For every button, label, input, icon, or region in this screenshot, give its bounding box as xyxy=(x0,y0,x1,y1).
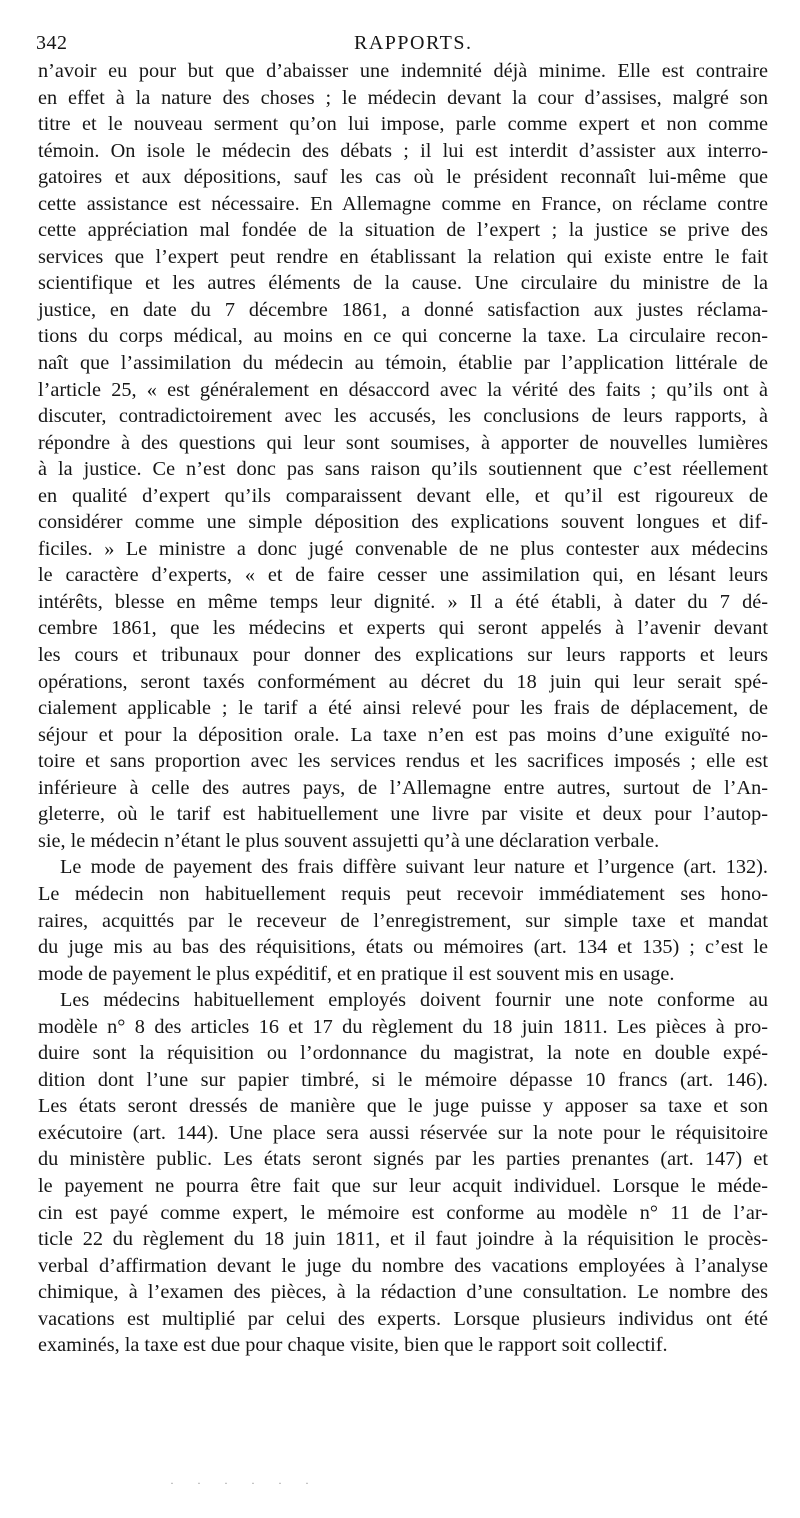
text-line: tions du corps médical, au moins en ce qui concerne la taxe. La circulaire recon- xyxy=(38,325,768,348)
paragraph xyxy=(38,987,768,1359)
text-line: séjour et pour la déposition orale. La taxe n’en est pas moins d’une exiguïté no- xyxy=(38,723,768,746)
page-number: 342 xyxy=(36,32,68,54)
text-line: opérations, seront taxés conformément au décret du 18 juin qui leur serait spé- xyxy=(38,670,768,693)
text-line: à la justice. Ce n’est donc pas sans raison qu’ils soutiennent que c’est réellement xyxy=(38,458,768,481)
body-text xyxy=(38,58,768,1359)
text-line: témoin. On isole le médecin des débats ; il lui est interdit d’assister aux interro- xyxy=(38,139,768,162)
text-line: raires, acquittés par le receveur de l’enregistrement, sur simple taxe et mandat xyxy=(38,909,768,932)
text-line: du ministère public. Les états seront signés par les parties prenantes (art. 147) et xyxy=(38,1148,768,1171)
text-line: dition dont l’une sur papier timbré, si le mémoire dépasse 10 francs (art. 146). xyxy=(38,1068,768,1091)
running-head xyxy=(36,26,772,56)
print-marks-decoration: · · · · · · xyxy=(170,1476,319,1490)
text-line: vacations est multiplié par celui des experts. Lorsque plusieurs individus ont été xyxy=(38,1307,768,1330)
text-line: exécutoire (art. 144). Une place sera aussi réservée sur la note pour le réquisitoire xyxy=(38,1121,768,1144)
text-line: services que l’expert peut rendre en établissant la relation qui existe entre le fait xyxy=(38,245,768,268)
text-line: en qualité d’expert qu’ils comparaissent devant elle, et qu’il est rigoureux de xyxy=(38,484,768,507)
paragraph xyxy=(38,58,768,854)
text-line: scientifique et les autres éléments de la cause. Une circulaire du ministre de la xyxy=(38,272,768,295)
running-title: RAPPORTS. xyxy=(354,32,473,54)
text-line: gleterre, où le tarif est habituellement une livre par visite et deux pour l’autop- xyxy=(38,803,768,826)
text-line: intérêts, blesse en même temps leur dignité. » Il a été établi, à dater du 7 dé- xyxy=(38,590,768,613)
text-line: cin est payé comme expert, le mémoire est conforme au modèle n° 11 de l’ar- xyxy=(38,1201,768,1224)
text-line: Les états seront dressés de manière que le juge puisse y apposer sa taxe et son xyxy=(38,1095,768,1118)
text-line: gatoires et aux dépositions, sauf les cas où le président reconnaît lui-même que xyxy=(38,166,768,189)
text-line: Le mode de payement des frais diffère suivant leur nature et l’urgence (art. 132). xyxy=(60,856,768,879)
text-line: discuter, contradictoirement avec les accusés, les conclusions de leurs rapports, à xyxy=(38,405,768,428)
text-line: du juge mis au bas des réquisitions, états ou mémoires (art. 134 et 135) ; c’est le xyxy=(38,936,768,959)
text-line: ficiles. » Le ministre a donc jugé convenable de ne plus contester aux médecins xyxy=(38,537,768,560)
text-line: cembre 1861, que les médecins et experts qui seront appelés à l’avenir devant xyxy=(38,617,768,640)
text-line: Le médecin non habituellement requis peut recevoir immédiatement ses hono- xyxy=(38,882,768,905)
text-line: les cours et tribunaux pour donner des explications sur leurs rapports et leurs xyxy=(38,644,768,667)
text-line: ticle 22 du règlement du 18 juin 1811, et il faut joindre à la réquisition le procès- xyxy=(38,1228,768,1251)
text-line: sie, le médecin n’étant le plus souvent assujetti qu’à une déclaration verbale. xyxy=(38,829,660,852)
text-line: cette assistance est nécessaire. En Allemagne comme en France, on réclame contre xyxy=(38,192,768,215)
text-line: n’avoir eu pour but que d’abaisser une indemnité déjà minime. Elle est contraire xyxy=(38,60,768,82)
text-line: répondre à des questions qui leur sont soumises, à apporter de nouvelles lumières xyxy=(38,431,768,454)
text-line: mode de payement le plus expéditif, et en pratique il est souvent mis en usage. xyxy=(38,962,675,985)
text-line: titre et le nouveau serment qu’on lui impose, parle comme expert et non comme xyxy=(38,113,768,136)
text-line: en effet à la nature des choses ; le médecin devant la cour d’assises, malgré son xyxy=(38,86,768,109)
text-line: cialement applicable ; le tarif a été ainsi relevé pour les frais de déplacement, de xyxy=(38,697,768,720)
text-line: justice, en date du 7 décembre 1861, a donné satisfaction aux justes réclama- xyxy=(38,298,768,321)
text-line: naît que l’assimilation du médecin au témoin, établie par l’application littérale de xyxy=(38,352,768,375)
text-line: cette appréciation mal fondée de la situation de l’expert ; la justice se prive des xyxy=(38,219,768,242)
paragraph xyxy=(38,854,768,987)
text-line: considérer comme une simple déposition des explications souvent longues et dif- xyxy=(38,511,768,534)
text-line: inférieure à celle des autres pays, de l’Allemagne entre autres, surtout de l’An- xyxy=(38,776,768,799)
text-line: Les médecins habituellement employés doivent fournir une note conforme au xyxy=(60,989,768,1012)
text-line: l’article 25, « est généralement en désaccord avec la vérité des faits ; qu’ils ont à xyxy=(38,378,768,401)
text-line: chimique, à l’examen des pièces, à la rédaction d’une consultation. Le nombre des xyxy=(38,1281,768,1304)
text-line: duire sont la réquisition ou l’ordonnance du magistrat, la note en double expé- xyxy=(38,1042,768,1065)
text-line: verbal d’affirmation devant le juge du nombre des vacations employées à l’analyse xyxy=(38,1254,768,1277)
text-line: examinés, la taxe est due pour chaque visite, bien que le rapport soit collectif. xyxy=(38,1334,668,1357)
text-line: le payement ne pourra être fait que sur leur acquit individuel. Lorsque le méde- xyxy=(38,1174,768,1197)
text-line: toire et sans proportion avec les services rendus et les sacrifices imposés ; elle est xyxy=(38,750,768,773)
text-line: le caractère d’experts, « et de faire cesser une assimilation qui, en lésant leurs xyxy=(38,564,768,587)
text-line: modèle n° 8 des articles 16 et 17 du règlement du 18 juin 1811. Les pièces à pro- xyxy=(38,1015,768,1038)
